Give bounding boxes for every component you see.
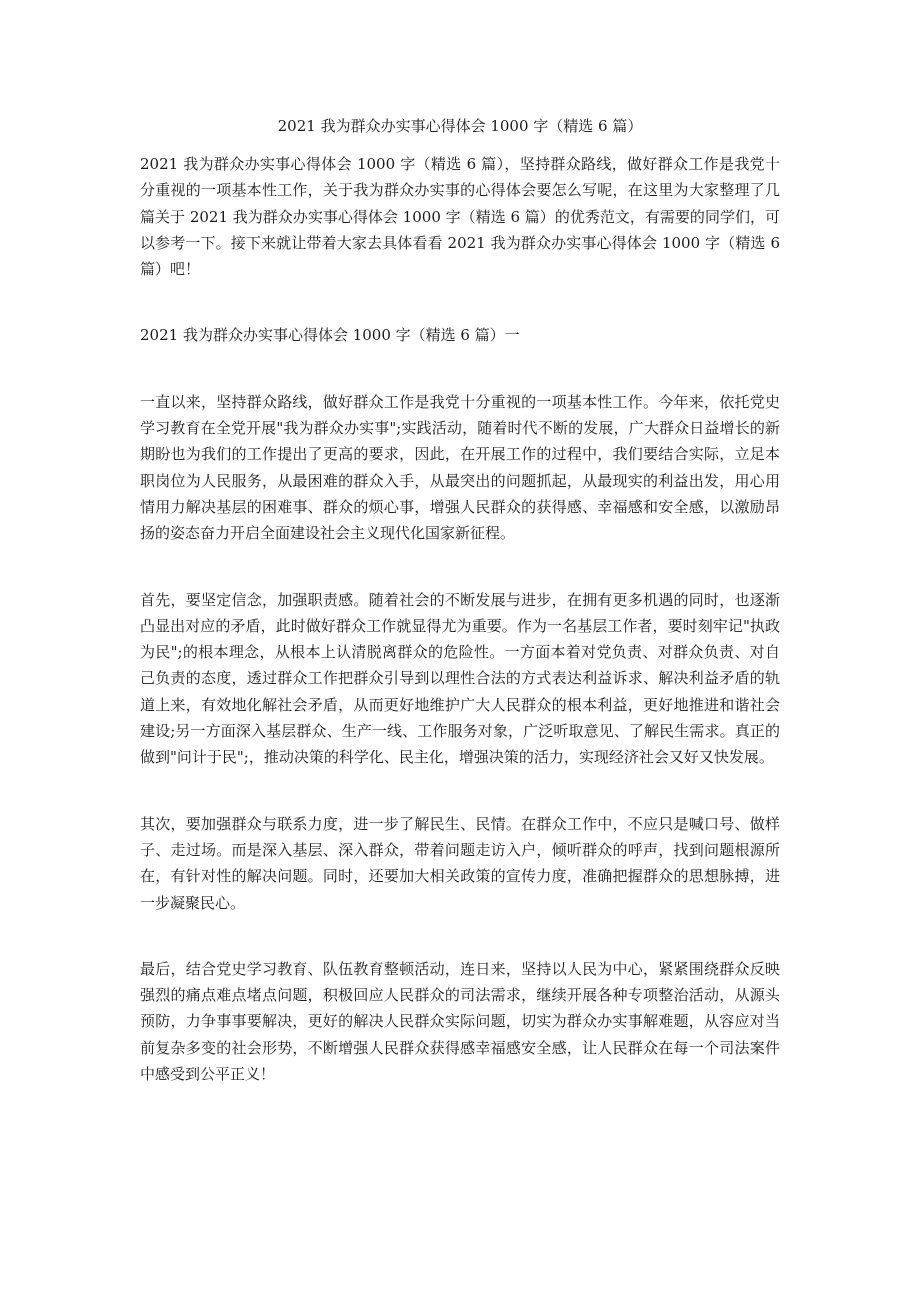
body-paragraph-2: 首先，要坚定信念，加强职责感。随着社会的不断发展与进步，在拥有更多机遇的同时，也逐渐凸显出对应的矛盾，此时做好群众工作就显得尤为重要。作为一名基层工作者，要时刻牢记"执政为民";的根本理念，从根本上认清脱离群众的危险性。一方面本着对党负责、对群众负责、对自己负责的态度，透过群众工作把群众引导到以理性合法的方式表达利益诉求、解决利益矛盾的轨道上来，有效地化解社会矛盾，从而更好地维护广大人民群众的根本利益，更好地推进和谐社会建设;另一方面深入基层群众、生产一线、工作服务对象，广泛听取意见、了解民生需求。真正的做到"问计于民";，推动决策的科学化、民主化，增强决策的活力，实现经济社会又好又快发展。 [140, 590, 780, 767]
document-body [140, 151, 780, 1087]
body-paragraph-4: 最后，结合党史学习教育、队伍教育整顿活动，连日来，坚持以人民为中心，紧紧围绕群众反映强烈的痛点难点堵点问题，积极回应人民群众的司法需求，继续开展各种专项整治活动，从源头预防，力争事事要解决，更好的解决人民群众实际问题，切实为群众办实事解难题，从容应对当前复杂多变的社会形势，不断增强人民群众获得感幸福感安全感，让人民群众在每一个司法案件中感受到公平正义！ [140, 959, 780, 1084]
document-title: 2021 我为群众办实事心得体会 1000 字（精选 6 篇） [277, 117, 643, 135]
spacer [140, 771, 780, 811]
spacer [140, 349, 780, 389]
intro-paragraph: 2021 我为群众办实事心得体会 1000 字（精选 6 篇），坚持群众路线，做好群众工作是我党十分重视的一项基本性工作，关于我为群众办实事的心得体会要怎么写呢，在这里为大家整理了几篇关于 2021 我为群众办实事心得体会 1000 字（精选 6 篇）的优秀范文，有需要的同学们，可以参考一下。接下来就让带着大家去具体看看 2021 我为群众办实事心得体会 1000 字（精选 6 篇）吧！ [140, 155, 780, 279]
spacer [140, 547, 780, 587]
body-paragraph-3: 其次，要加强群众与联系力度，进一步了解民生、民情。在群众工作中，不应只是喊口号、做样子、走过场。而是深入基层、深入群众，带着问题走访入户，倾听群众的呼声，找到问题根源所在，有针对性的解决问题。同时，还要加大相关政策的宣传力度，准确把握群众的思想脉搏，进一步凝聚民心。 [140, 814, 780, 912]
spacer [140, 282, 780, 322]
section-heading: 2021 我为群众办实事心得体会 1000 字（精选 6 篇）一 [140, 326, 520, 345]
spacer [140, 916, 780, 956]
body-paragraph-1: 一直以来，坚持群众路线，做好群众工作是我党十分重视的一项基本性工作。今年来，依托党史学习教育在全党开展"我为群众办实事";实践活动，随着时代不断的发展，广大群众日益增长的新期盼也为我们的工作提出了更高的要求，因此，在开展工作的过程中，我们要结合实际，立足本职岗位为人民服务，从最困难的群众入手，从最突出的问题抓起，从最现实的利益出发，用心用情用力解决基层的困难事、群众的烦心事，增强人民群众的获得感、幸福感和安全感，以激励昂扬的姿态奋力开启全面建设社会主义现代化国家新征程。 [140, 392, 780, 543]
